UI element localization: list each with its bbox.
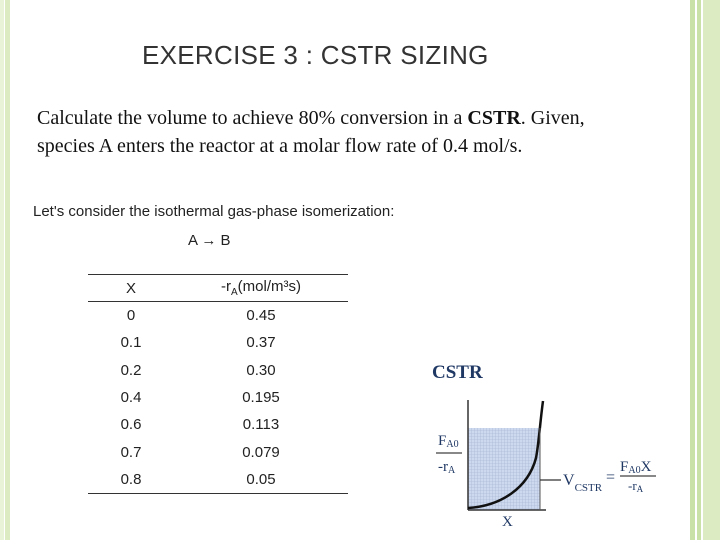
cell-x: 0.4	[120, 389, 142, 407]
cell-x: 0.8	[88, 466, 174, 494]
volume-symbol: V	[563, 472, 575, 489]
slide-title: EXERCISE 3 : CSTR SIZING	[142, 40, 489, 70]
svg-text:VCSTR	[563, 472, 603, 494]
reaction-intro: Let's consider the isothermal gas-phase isomerization:	[33, 203, 395, 220]
cell-rate: 0.30	[246, 361, 276, 379]
cell-x: 0.7	[120, 443, 142, 461]
table-row	[88, 357, 348, 384]
formula-numerator-x: X	[640, 459, 652, 475]
problem-statement	[37, 104, 677, 160]
volume-subscript: CSTR	[574, 482, 603, 494]
cell-rate: 0.05	[174, 466, 348, 494]
diagram-label-cstr: CSTR	[432, 362, 483, 383]
cell-x: 0	[126, 307, 136, 325]
cell-x: 0.6	[120, 416, 142, 434]
formula-numerator-sub: A0	[628, 465, 641, 476]
cell-rate: 0.37	[246, 334, 276, 352]
x-axis-label: X	[502, 514, 513, 530]
table-header-row	[88, 275, 348, 302]
formula-denominator-sub: A	[636, 484, 644, 494]
svg-text:FA0	[438, 433, 459, 450]
ylabel-denominator: -r	[438, 459, 448, 475]
ylabel-numerator: F	[438, 433, 447, 449]
problem-text-1: Calculate the volume to achieve 80% conversion in a	[37, 107, 468, 129]
table-row	[88, 438, 348, 465]
table-row	[88, 411, 348, 438]
problem-text-3: species A enters the reactor at a molar flow rate of 0.4 mol/s.	[37, 135, 523, 157]
header-rate-sub: A	[231, 287, 238, 298]
table-row	[88, 466, 348, 494]
svg-text:-rA	[628, 478, 644, 494]
ylabel-denominator-sub: A	[448, 465, 456, 476]
rate-data-table	[88, 274, 348, 494]
cell-x: 0.2	[120, 361, 142, 379]
cell-rate: 0.195	[242, 389, 280, 407]
svg-text:FA0X	[620, 459, 652, 476]
cell-x: 0.1	[120, 334, 142, 352]
cell-rate: 0.45	[246, 307, 276, 325]
right-border-decoration	[688, 0, 720, 540]
left-border-decoration	[0, 0, 10, 540]
cell-rate: 0.113	[242, 416, 280, 434]
formula-numerator: F	[620, 459, 629, 475]
table-row	[88, 302, 348, 330]
svg-text:-rA	[438, 459, 456, 476]
cell-rate: 0.079	[242, 443, 280, 461]
equals-sign: =	[606, 469, 616, 486]
header-conversion: X	[88, 275, 174, 302]
header-rate-prefix: -r	[221, 278, 231, 295]
cstr-levenspiel-diagram	[426, 358, 676, 536]
formula-denominator: -r	[628, 478, 637, 493]
problem-cstr-bold: CSTR	[467, 107, 521, 129]
ylabel-numerator-sub: A0	[446, 439, 459, 450]
table-row	[88, 384, 348, 411]
reaction-equation: A → B	[188, 232, 231, 249]
table-row	[88, 329, 348, 356]
problem-text-2: . Given,	[520, 107, 585, 129]
header-rate	[174, 275, 348, 302]
header-rate-unit: (mol/m³s)	[237, 278, 301, 295]
